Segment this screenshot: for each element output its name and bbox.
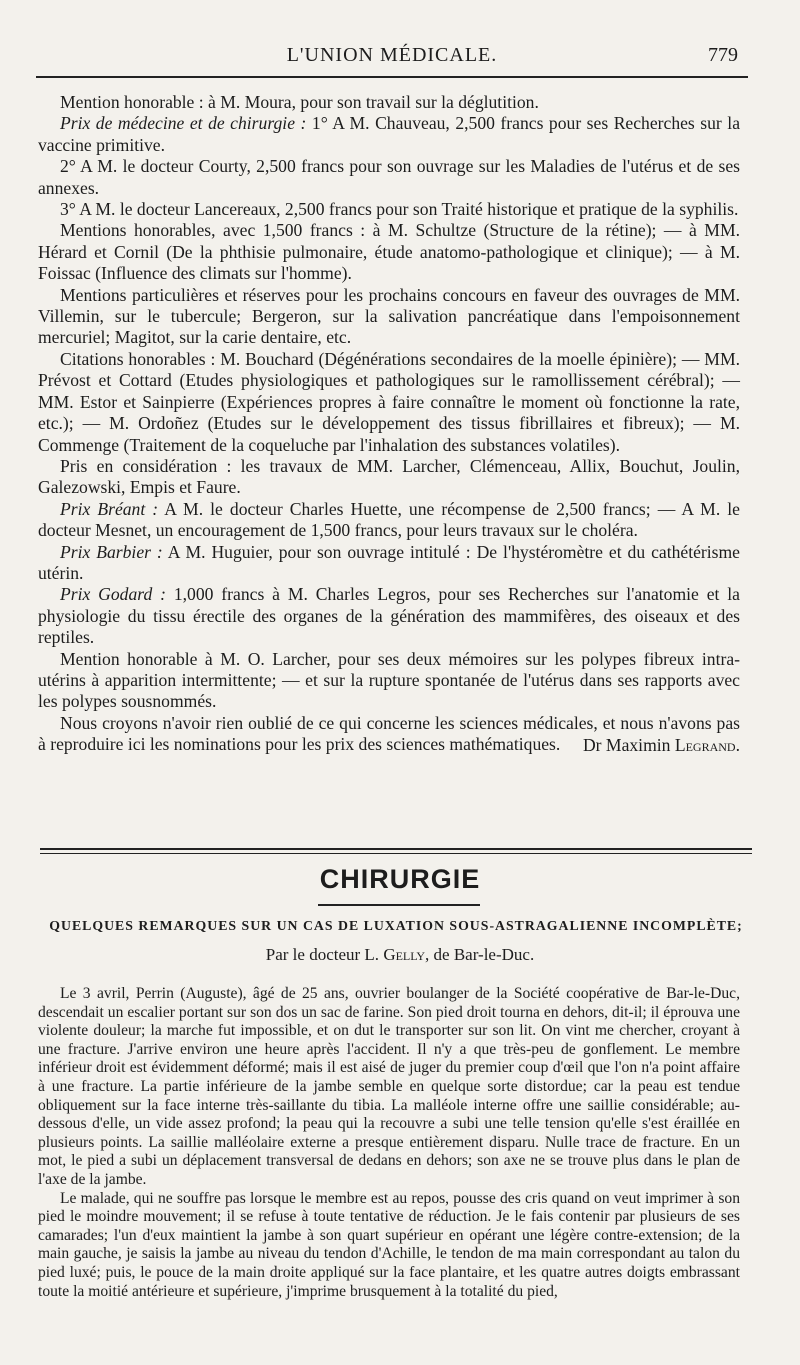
paragraph: Pris en considération : les travaux de MM. Larcher, Clémenceau, Allix, Bouchut, Joulin, Galezowski, Empis et Faure.: [38, 455, 740, 498]
paragraph: Le malade, qui ne souffre pas lorsque le membre est au repos, pousse des cris quand on veut imprimer à son pied le moindre mouvement; il se refuse à toute tentative de réduction. Je le fais contenir par plusieurs de ses camarades; l'un d'eux maintient la jambe à son quart supérieur en opérant une légère contre-extension; de la main gauche, je saisis la jambe au niveau du tendon d'Achille, le tendon de ma main correspondant au talon du pied luxé; puis, le pouce de la main droite appliqué sur la face plantaire, et les quatre autres doigts embrassant toute la moitié antérieure et supérieure, j'imprime brusquement à la totalité du pied,: [38, 1189, 740, 1300]
article-body: [38, 985, 740, 1301]
paragraph: 3° A M. le docteur Lancereaux, 2,500 francs pour son Traité historique et pratique de la syphilis.: [60, 199, 739, 220]
journal-title: L'UNION MÉDICALE.: [286, 44, 498, 66]
paragraph: 2° A M. le docteur Courty, 2,500 francs pour son ouvrage sur les Maladies de l'utérus et de ses annexes.: [38, 156, 740, 198]
signature-name: Legrand.: [674, 734, 740, 755]
paragraph: Mentions honorables, avec 1,500 francs : à M. Schultze (Structure de la rétine); — à MM. Hérard et Cornil (De la phthisie pulmonaire, étude anatomo-pathologique et clinique); — à M. Foissac (Influence des climats sur l'homme).: [38, 220, 740, 284]
paragraph: [38, 584, 740, 648]
prize-name: Prix Godard :: [60, 584, 166, 605]
page-number: 779: [708, 44, 738, 66]
section-divider: [40, 853, 752, 854]
paragraph: Mentions particulières et réserves pour les prochains concours en faveur des ouvrages de MM. Villemin, sur le tubercule; Bergeron, sur la salivation pancréatique dans l'empoisonnement mercuriel; Magitot, sur la carie dentaire, etc.: [38, 284, 740, 348]
running-header: [36, 40, 748, 78]
paragraph: Le 3 avril, Perrin (Auguste), âgé de 25 ans, ouvrier boulanger de la Société coopérative de Bar-le-Duc, descendait un escalier portant sur son dos un sac de farine. Son pied droit tourna en dehors, dit-il; il éprouva une violente douleur; la marche fut impossible, et on dut le transporter sur son lit. On vint me chercher, croyant à une fracture. J'arrive environ une heure après l'accident. Il n'y a que très-peu de gonflement. Le membre inférieur droit est évidemment déformé; mais il est aisé de juger du premier coup d'œil que l'on n'a point affaire à une fracture. La partie inférieure de la jambe semble en quelque sorte distordue; car la peau est tendue obliquement sur la face interne très-saillante du tibia. La malléole interne offre une saillie considérable; au-dessous d'elle, un vide assez profond; la peau qui la recouvre a subi une telle tension qu'elle s'est éraillée en plusieurs points. La saillie malléolaire externe a presque entièrement disparu. Nulle trace de fracture. En un mot, le pied a subi un déplacement transversal de dedans en dehors; son axe ne se trouve plus dans le plan de l'axe de la jambe.: [38, 985, 740, 1188]
prize-list: [38, 92, 740, 756]
heading-rule: [318, 904, 480, 906]
prize-name: Prix Barbier :: [60, 541, 163, 562]
author-suffix: , de Bar-le-Duc.: [425, 945, 535, 964]
paragraph: Nous croyons n'avoir rien oublié de ce qui concerne les sciences médicales, et nous n'avons pas à reproduire ici les nominations pour les prix des sciences mathématiques.: [38, 712, 740, 755]
paragraph: Mention honorable à M. O. Larcher, pour ses deux mémoires sur les polypes fibreux intra-utérins à apparition intermittente; — et sur la rupture spontanée de l'utérus dans ses rapports avec les polypes sousnommés.: [38, 648, 740, 712]
paragraph: Mention honorable : à M. Moura, pour son travail sur la déglutition.: [60, 92, 539, 112]
paragraph: [38, 542, 740, 585]
paragraph-text: A M. le docteur Charles Huette, une récompense de 2,500 francs; — A M. le docteur Mesnet, un encouragement de 1,500 francs, pour leurs travaux sur le choléra.: [38, 498, 740, 541]
signature-prefix: Dr Maximin: [582, 734, 675, 755]
paragraph: [38, 499, 740, 542]
paragraph-text: A M. Huguier, pour son ouvrage intitulé : De l'hystéromètre et du cathétérisme utérin.: [38, 541, 740, 583]
paragraph: Citations honorables : M. Bouchard (Dégénérations secondaires de la moelle épinière); — MM. Prévost et Cottard (Etudes physiologiques et pathologiques sur le ramollissement cérébral); — MM. Estor et Sainpierre (Expériences propres à faire connaître le moment où fonctionne la rate, etc.); — M. Ordoñez (Etudes sur le développement des tissus fibrillaires et fibreux); — M. Commenge (Traitement de la coqueluche par l'inhalation des substances volatiles).: [38, 348, 740, 455]
paragraph-text: 1° A M. Chauveau, 2,500 francs pour ses Recherches sur la vaccine primitive.: [38, 113, 740, 155]
article-author: [0, 945, 800, 965]
paragraph: [38, 113, 740, 156]
paragraph-text: 1,000 francs à M. Charles Legros, pour ses Recherches sur l'anatomie et la physiologie du tissu érectile des organes de la génération des mammifères, des oiseaux et des reptiles.: [38, 584, 740, 648]
article-title: QUELQUES REMARQUES SUR UN CAS DE LUXATION SOUS-ASTRAGALIENNE INCOMPLÈTE;: [49, 918, 743, 933]
author-name: Gelly: [383, 945, 426, 964]
author-prefix: Par le docteur L.: [265, 945, 384, 964]
section-divider: [40, 848, 752, 850]
prize-name: Prix Bréant :: [60, 498, 159, 519]
section-heading: CHIRURGIE: [319, 864, 481, 894]
prize-name: Prix de médecine et de chirurgie :: [60, 113, 307, 134]
